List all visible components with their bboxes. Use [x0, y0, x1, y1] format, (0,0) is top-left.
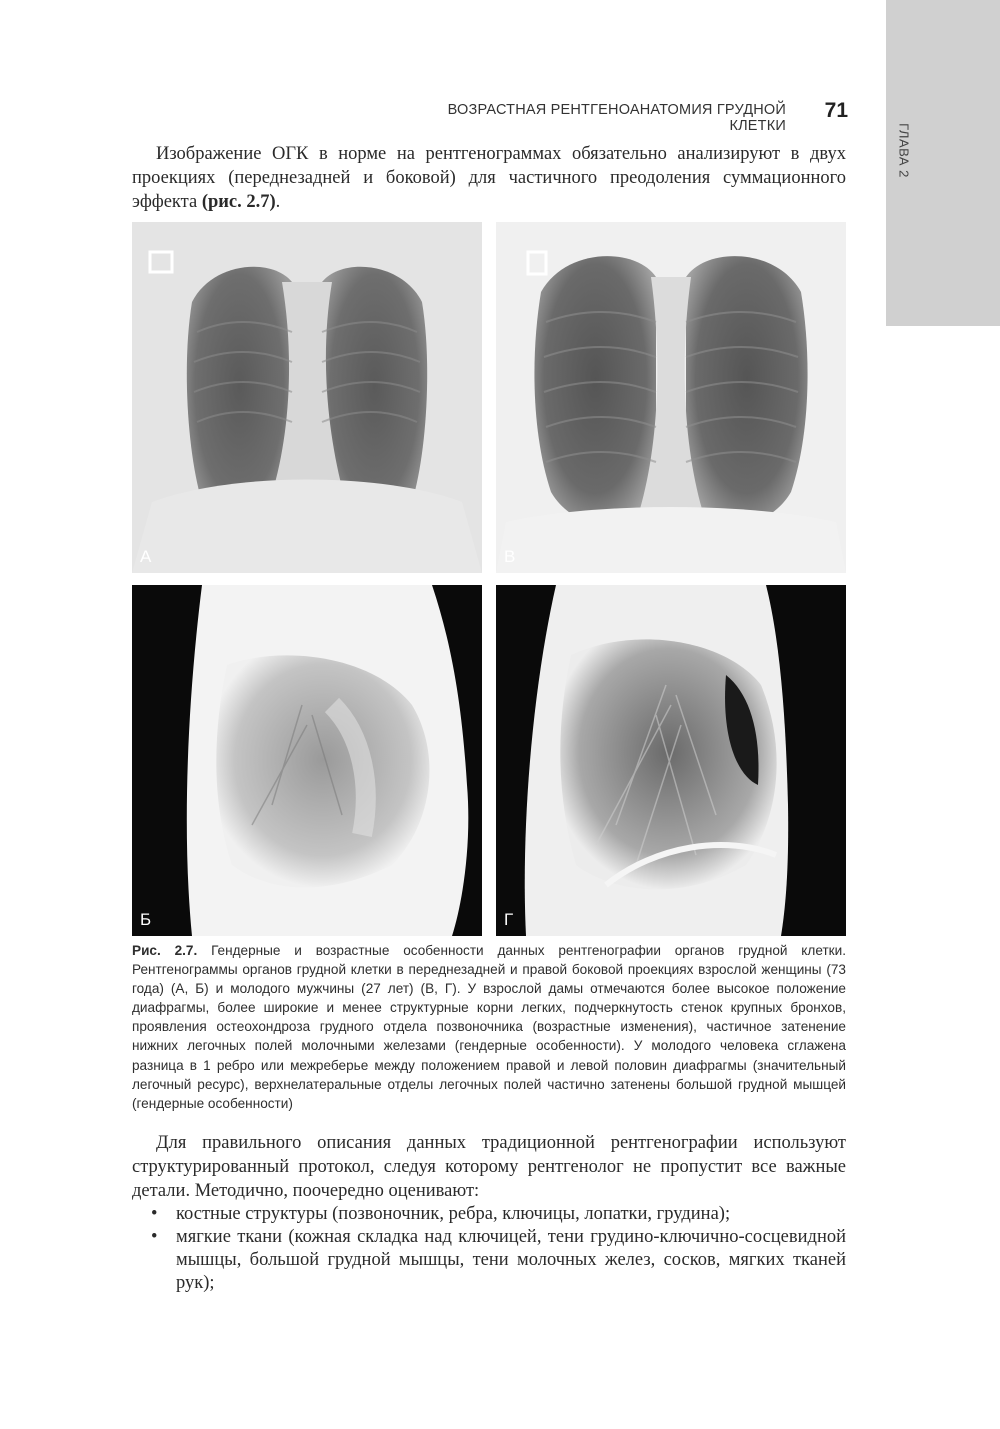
xray-lateral-male — [496, 585, 846, 936]
caption-text: Гендерные и возрастные особенности данных рентгенографии органов грудной клетки. Рентгенограммы органов грудной клетки в переднезадней и правой боковой проекциях взрослой женщины (73 года) (А, Б) и молодого мужчины (27 лет) (В, Г). У взрослой дамы отмечаются более высокое положение диафрагмы, более широкие и менее структурные корни легких, подчеркнутость стенок крупных бронхов, проявления остеохондроза грудного отдела позвоночника (возрастные изменения), частичное затенение нижних легочных полей молочными железами (гендерные особенности). У молодого человека сглажена разница в 1 ребро или межреберье между положением правой и левой половин диафрагмы (значительный легочный ресурс), верхнелатеральные отделы легочных полей частично затенены большой грудной мышцей (гендерные особенности) — [132, 943, 846, 1111]
xray-frontal-female — [132, 222, 482, 573]
figure-letter-v: В — [504, 547, 516, 566]
list-item-text: костные структуры (позвоночник, ребра, ключицы, лопатки, грудина); — [176, 1204, 731, 1224]
figure-reference: (рис. 2.7) — [201, 192, 276, 212]
intro-paragraph — [132, 142, 846, 214]
bullet-list — [132, 1203, 846, 1295]
body-paragraph — [132, 1131, 846, 1203]
list-item — [132, 1226, 846, 1295]
body-text: Для правильного описания данных традиционной рентгенографии используют структурированный протокол, следуя которому рентгенолог не пропустит все важные детали. Методично, поочередно оценивают: — [132, 1133, 846, 1201]
figure-letter-g: Г — [504, 910, 514, 929]
intro-end: . — [275, 192, 281, 212]
figure-letter-b: Б — [140, 910, 152, 929]
running-header: ВОЗРАСТНАЯ РЕНТГЕНОАНАТОМИЯ ГРУДНОЙ КЛЕТКИ — [447, 102, 786, 134]
list-item — [132, 1203, 846, 1226]
xray-lateral-female — [132, 585, 482, 936]
bullet-icon: • — [151, 1227, 158, 1247]
figure-letter-a: А — [140, 547, 152, 566]
bullet-icon: • — [151, 1204, 158, 1224]
caption-label: Рис. 2.7. — [132, 943, 198, 958]
page-number: 71 — [824, 99, 848, 122]
figure-caption — [132, 941, 846, 1113]
list-item-text: мягкие ткани (кожная складка над ключицей, тени грудино-ключично-сосцевидной мышцы, большой грудной мышцы, тени молочных желез, сосков, мягких тканей рук); — [176, 1227, 846, 1293]
xray-frontal-male — [496, 222, 846, 573]
chapter-tab-label: ГЛАВА 2 — [896, 123, 912, 178]
intro-text: Изображение ОГК в норме на рентгенограммах обязательно анализируют в двух проекциях (переднезадней и боковой) для частичного преодоления суммационного эффекта — [132, 144, 846, 212]
